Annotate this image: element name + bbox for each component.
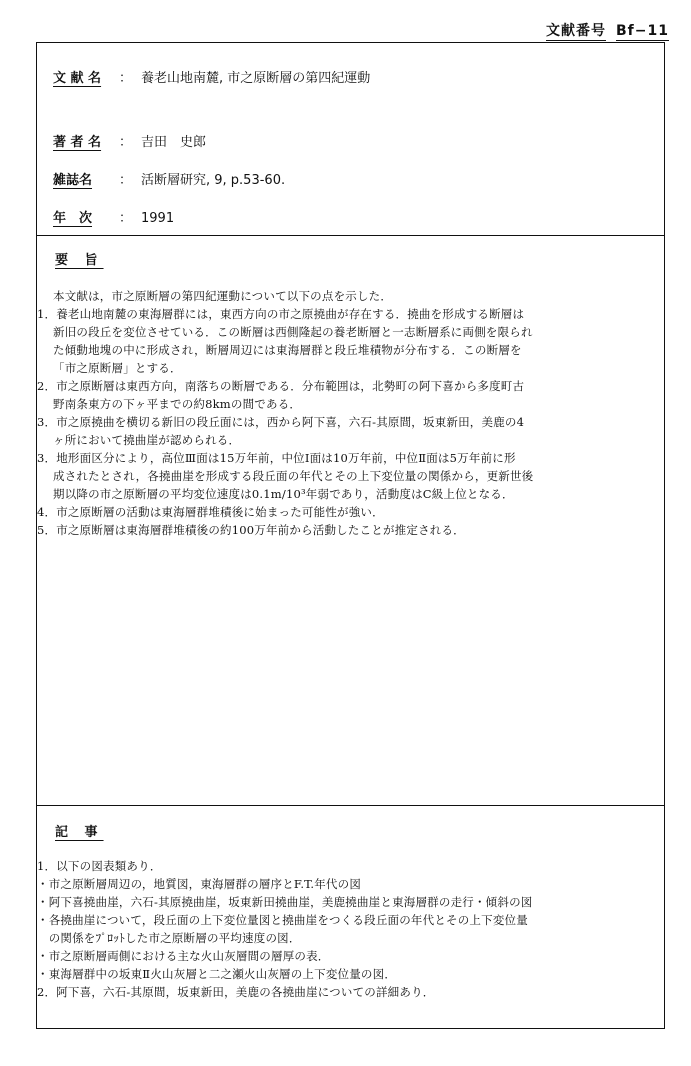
title-colon: ： [119,71,133,86]
journal-field [53,169,285,188]
journal-value: 活断層研究, 9, p.53-60. [141,173,286,188]
document-frame [36,42,665,1029]
summary-line: 新旧の段丘を変位させている．この断層は西側隆起の養老断層と一志断層系に両側を限られ [53,325,533,339]
author-colon: ： [119,135,133,150]
notes-line: 1．以下の図表類あり． [37,859,162,873]
summary-line: ヶ所において撓曲崖が認められる． [53,433,241,447]
journal-colon: ： [119,173,133,188]
year-label: 年 次 [53,211,93,226]
year-value: 1991 [141,211,175,226]
author-label: 著 者 名 [53,135,102,150]
document-number-value: Bf−11 [616,23,669,39]
summary-line: 4．市之原断層の活動は東海層群堆積後に始まった可能性が強い． [37,505,384,519]
notes-heading: 記 事 [55,825,104,840]
summary-line: 成されたとされ，各撓曲崖を形成する段丘面の年代とその上下変位量の関係から，更新世後 [53,469,534,483]
summary-line: 本文献は，市之原断層の第四紀運動について以下の点を示した． [53,289,393,303]
summary-line: 2．市之原断層は東西方向，南落ちの断層である．分布範囲は，北勢町の阿下喜から多度町古 [37,379,525,393]
summary-line: た傾動地塊の中に形成され，断層周辺には東海層群と段丘堆積物が分布する．この断層を [53,343,522,357]
author-field [53,131,206,150]
author-value: 吉田 史郎 [141,135,207,150]
document-number [546,20,669,40]
notes-line: ・各撓曲崖について，段丘面の上下変位量図と撓曲崖をつくる段丘面の年代とその上下変位量 [37,913,528,927]
summary-line: 5．市之原断層は東海層群堆積後の約100万年前から活動したことが推定される． [37,523,465,537]
title-label: 文 献 名 [53,71,102,86]
notes-line: ・市之原断層周辺の，地質図，東海層群の層序とF.T.年代の図 [37,877,362,891]
year-field [53,207,174,226]
summary-line: 3．市之原撓曲を横切る新旧の段丘面には，西から阿下喜，六石-其原間，坂東新田，美鹿の4 [37,415,525,429]
header-divider [37,235,664,236]
notes-body [37,857,656,1001]
summary-line: 「市之原断層」とする． [53,361,182,375]
summary-line: 1．養老山地南麓の東海層群には，東西方向の市之原撓曲が存在する．撓曲を形成する断層は [37,307,525,321]
document-number-label: 文献番号 [546,23,607,39]
summary-divider [37,805,664,806]
summary-heading: 要 旨 [55,253,104,268]
journal-label: 雑誌名 [53,173,93,188]
title-value: 養老山地南麓, 市之原断層の第四紀運動 [141,71,371,86]
summary-line: 期以降の市之原断層の平均変位速度は0.1m/10³年弱であり，活動度はC級上位となる． [53,487,514,501]
notes-line: ・東海層群中の坂東Ⅱ火山灰層と二之瀬火山灰層の上下変位量の図． [37,967,397,981]
summary-body [37,287,656,539]
notes-line: ・市之原断層両側における主な火山灰層間の層厚の表． [37,949,330,963]
notes-line: の関係をﾌﾟﾛｯﾄした市之原断層の平均速度の図． [37,931,301,945]
notes-line: 2．阿下喜，六石-其原間，坂東新田，美鹿の各撓曲崖についての詳細あり． [37,985,435,999]
notes-line: ・阿下喜撓曲崖，六石-其原撓曲崖，坂東新田撓曲崖，美鹿撓曲崖と東海層群の走行・傾斜の図 [37,895,533,909]
year-colon: ： [119,211,133,226]
summary-line: 野南条東方の下ヶ平までの約8kmの間である． [53,397,302,411]
title-field [53,67,370,86]
summary-line: 3．地形面区分により，高位Ⅲ面は15万年前，中位Ⅰ面は10万年前，中位Ⅱ面は5万年前に形 [37,451,516,465]
